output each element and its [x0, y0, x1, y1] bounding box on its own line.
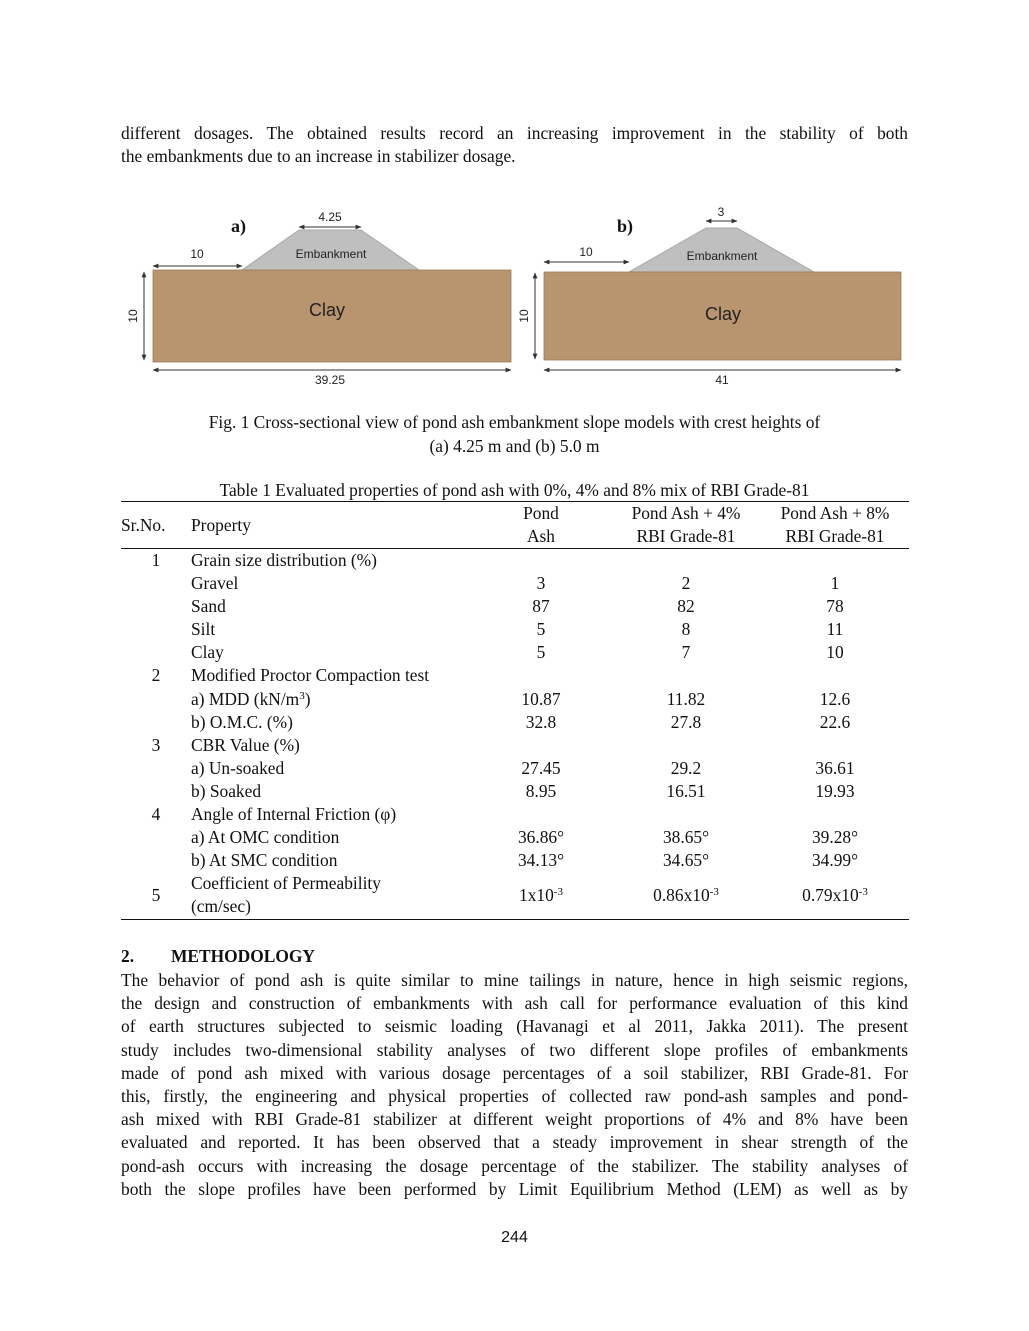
- berm-width-a: 10: [190, 247, 204, 261]
- cell-pond-ash: 5: [536, 642, 546, 663]
- intro-line: different dosages. The obtained results record an increasing improvement in the stability of both: [121, 123, 908, 143]
- panel-b: [517, 205, 901, 387]
- header-pond-ash: [471, 502, 611, 549]
- cell-value-base: 1x10: [519, 884, 554, 905]
- cell-8pct: 78: [826, 596, 844, 617]
- berm-width-b: 10: [579, 245, 593, 259]
- table-row: [121, 641, 909, 664]
- cell-property: a) At OMC condition: [191, 827, 340, 848]
- body-line: of earth structures subjected to seismic loading (Havanagi et al 2011, Jakka 2011). The present: [121, 1016, 908, 1037]
- properties-table: [121, 501, 909, 920]
- cell-4pct: 38.65°: [662, 827, 710, 848]
- section-heading: [121, 946, 315, 967]
- figure-cross-section: [121, 200, 908, 400]
- cell-pond-ash: [471, 803, 611, 826]
- cell-4pct: 82: [677, 596, 695, 617]
- page-number: 244: [501, 1229, 528, 1246]
- cell-8pct: 1: [830, 573, 840, 594]
- header-8pct-line1: Pond Ash + 8%: [780, 503, 890, 523]
- embankment-label-a: Embankment: [295, 247, 367, 261]
- body-line: both the slope profiles have been performed by Limit Equilibrium Method (LEM) as well as by: [121, 1178, 908, 1199]
- cell-property: [191, 872, 471, 919]
- cell-4pct: [611, 872, 761, 919]
- cell-property-after: ): [304, 688, 311, 709]
- cell-property: Angle of Internal Friction (φ): [191, 804, 397, 825]
- clay-label-a: Clay: [308, 300, 346, 320]
- cell-property: b) O.M.C. (%): [191, 711, 293, 732]
- table-row: [121, 572, 909, 595]
- cell-4pct: 8: [681, 619, 691, 640]
- cell-sr: 1: [151, 550, 161, 570]
- cell-property-sup: 3: [299, 689, 305, 702]
- cell-8pct: [761, 734, 909, 757]
- table-row: [121, 595, 909, 618]
- cell-sr: [121, 595, 191, 618]
- cell-sr: [121, 618, 191, 641]
- header-8pct: [761, 502, 909, 549]
- cell-pond-ash: 5: [536, 619, 546, 640]
- cell-8pct: 39.28°: [811, 827, 859, 848]
- cell-8pct: 11: [826, 619, 844, 640]
- cell-property: Clay: [191, 642, 224, 663]
- cell-value-exp: -3: [709, 885, 719, 898]
- cell-8pct: 36.61: [815, 757, 855, 778]
- cell-8pct: 19.93: [815, 780, 855, 801]
- cell-8pct: 22.6: [819, 711, 851, 732]
- cell-4pct: 2: [681, 573, 691, 594]
- cell-8pct: [761, 549, 909, 573]
- body-line: The behavior of pond ash is quite similar to mine tailings in nature, hence in high seismic regions,: [121, 970, 908, 990]
- cell-4pct: [611, 549, 761, 573]
- cell-property: Sand: [191, 596, 226, 617]
- header-sr: Sr.No.: [121, 514, 166, 535]
- cell-sr: 3: [151, 734, 161, 755]
- crest-width-b: 3: [717, 205, 725, 219]
- cell-4pct: 27.8: [670, 711, 702, 732]
- table-row: [121, 826, 909, 849]
- cell-sr: [121, 572, 191, 595]
- cell-4pct: 29.2: [670, 757, 702, 778]
- cell-sr: [121, 849, 191, 872]
- cell-sr: [121, 780, 191, 803]
- body-line: pond-ash occurs with increasing the dosage percentage of the stabilizer. The stability analyses of: [121, 1155, 908, 1176]
- cell-property: a) Un-soaked: [191, 757, 285, 778]
- cell-property-line1: Coefficient of Permeability: [191, 873, 381, 894]
- body-line: evaluated and reported. It has been observed that a steady improvement in shear strength of the: [121, 1132, 908, 1153]
- cell-8pct: 12.6: [819, 688, 851, 709]
- cell-pond-ash: [471, 664, 611, 687]
- cell-4pct: 11.82: [666, 688, 706, 709]
- cell-8pct: 34.99°: [811, 850, 859, 871]
- total-width-a: 39.25: [314, 373, 346, 387]
- table-row: [121, 872, 909, 919]
- crest-width-a: 4.25: [318, 210, 342, 224]
- methodology-paragraph: [121, 969, 908, 1201]
- table-row: [121, 734, 909, 757]
- cell-pond-ash: [471, 549, 611, 573]
- body-line: the design and construction of embankments with ash call for performance evaluation of this kind: [121, 993, 908, 1014]
- cell-sr: 4: [151, 804, 161, 825]
- table-header-row: [121, 502, 909, 549]
- cell-property: Silt: [191, 619, 216, 640]
- cell-4pct: [611, 664, 761, 687]
- cell-property: Modified Proctor Compaction test: [191, 665, 430, 686]
- section-title: METHODOLOGY: [171, 946, 315, 966]
- table-row: [121, 849, 909, 872]
- header-4pct: [611, 502, 761, 549]
- figure-caption-line: Fig. 1 Cross-sectional view of pond ash embankment slope models with crest heights of: [208, 412, 821, 432]
- cell-property: b) Soaked: [191, 780, 262, 801]
- header-property: Property: [191, 514, 251, 535]
- body-line: ash mixed with RBI Grade-81 stabilizer at different weight proportions of 4% and 8% have been: [121, 1109, 908, 1130]
- cell-property: b) At SMC condition: [191, 850, 338, 871]
- cell-pond-ash: [471, 872, 611, 919]
- cell-4pct: [611, 734, 761, 757]
- table-row: [121, 549, 909, 573]
- table-row: [121, 618, 909, 641]
- body-line: study includes two-dimensional stability analyses of two different slope profiles of embankments: [121, 1039, 908, 1060]
- header-8pct-line2: RBI Grade-81: [785, 526, 885, 546]
- cell-pond-ash: 32.8: [525, 711, 557, 732]
- cell-sr: [121, 711, 191, 734]
- cell-pond-ash: 8.95: [525, 780, 557, 801]
- cell-pond-ash: 34.13°: [517, 850, 565, 871]
- cell-value-base: 0.79x10: [802, 884, 859, 905]
- cell-8pct: [761, 803, 909, 826]
- table-row: [121, 664, 909, 687]
- cell-sr: [121, 688, 191, 711]
- cell-pond-ash: 3: [536, 573, 546, 594]
- table-row: [121, 757, 909, 780]
- header-4pct-line1: Pond Ash + 4%: [631, 503, 741, 523]
- depth-a: 10: [126, 309, 140, 323]
- cell-sr: [121, 757, 191, 780]
- header-pond-ash-line2: Ash: [526, 526, 556, 546]
- table-row: [121, 803, 909, 826]
- cell-sr: [121, 641, 191, 664]
- cell-property-text: a) MDD (kN/m: [191, 688, 300, 709]
- cell-property: [191, 688, 471, 711]
- table-caption: Table 1 Evaluated properties of pond ash with 0%, 4% and 8% mix of RBI Grade-81: [219, 480, 810, 500]
- body-line: made of pond ash mixed with various dosage percentages of a soil stabilizer, RBI Grade-81. For: [121, 1062, 908, 1083]
- cell-property: Gravel: [191, 573, 239, 594]
- clay-label-b: Clay: [704, 304, 742, 324]
- cell-pond-ash: 10.87: [521, 688, 561, 709]
- total-width-b: 41: [715, 373, 729, 387]
- table-row: [121, 780, 909, 803]
- intro-paragraph: [121, 122, 908, 168]
- cell-4pct: [611, 803, 761, 826]
- cell-pond-ash: 87: [532, 596, 550, 617]
- cell-pond-ash: [471, 734, 611, 757]
- intro-line: the embankments due to an increase in stabilizer dosage.: [121, 146, 516, 167]
- panel-a: [126, 210, 511, 387]
- cell-4pct: 7: [681, 642, 691, 663]
- header-4pct-line2: RBI Grade-81: [636, 526, 736, 546]
- panel-b-label: b): [617, 216, 634, 236]
- cell-value-exp: -3: [858, 885, 868, 898]
- cell-sr: 5: [151, 884, 161, 905]
- header-pond-ash-line1: Pond: [523, 503, 559, 523]
- cell-value-base: 0.86x10: [653, 884, 710, 905]
- cell-4pct: 34.65°: [662, 850, 710, 871]
- table-row: [121, 688, 909, 711]
- cell-sr: [121, 826, 191, 849]
- embankment-label-b: Embankment: [686, 249, 758, 263]
- cell-pond-ash: 36.86°: [517, 827, 565, 848]
- figure-caption-line: (a) 4.25 m and (b) 5.0 m: [429, 436, 600, 456]
- cell-value-exp: -3: [553, 885, 563, 898]
- panel-a-label: a): [231, 216, 246, 236]
- cell-property: CBR Value (%): [191, 734, 300, 755]
- body-line: this, firstly, the engineering and physical properties of collected raw pond-ash samples and pond-: [121, 1086, 908, 1107]
- cell-sr: 2: [151, 665, 161, 686]
- depth-b: 10: [517, 309, 531, 323]
- cell-8pct: [761, 872, 909, 919]
- cell-property-line2: (cm/sec): [191, 896, 251, 917]
- cell-pond-ash: 27.45: [521, 757, 561, 778]
- section-number: 2.: [121, 946, 135, 966]
- figure-caption: [121, 410, 908, 458]
- cell-property: Grain size distribution (%): [191, 550, 377, 570]
- table-row: [121, 711, 909, 734]
- cell-8pct: 10: [826, 642, 844, 663]
- cell-8pct: [761, 664, 909, 687]
- cell-4pct: 16.51: [666, 780, 706, 801]
